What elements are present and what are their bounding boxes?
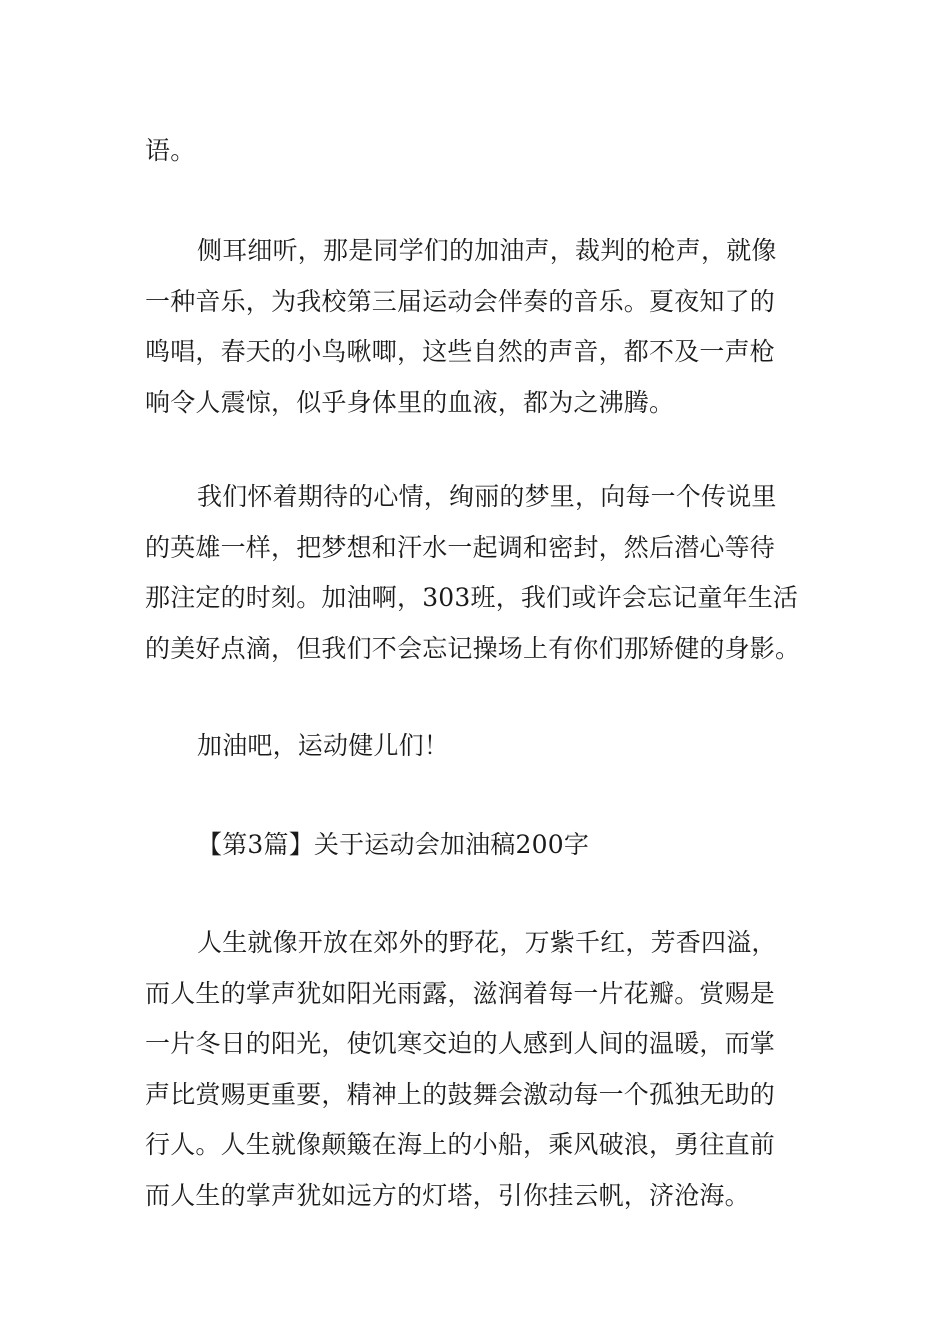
text-line: 声比赏赐更重要，精神上的鼓舞会激动每一个孤独无助的	[145, 1079, 776, 1109]
text-line: 行人。人生就像颠簸在海上的小船，乘风破浪，勇往直前	[145, 1130, 776, 1159]
paragraph-class-303	[145, 472, 807, 674]
text-line: 那注定的时刻。加油啊，303班，我们或许会忘记童年生活	[145, 583, 799, 612]
text-line: 而人生的掌声犹如远方的灯塔，引你挂云帆，济沧海。	[145, 1180, 750, 1210]
text-line: 侧耳细听，那是同学们的加油声，裁判的枪声，就像	[197, 236, 777, 265]
section-title: 【第3篇】关于运动会加油稿200字	[197, 830, 590, 859]
text-line: 一片冬日的阳光，使饥寒交迫的人感到人间的温暖，而掌	[145, 1029, 776, 1058]
text-line: 语。	[145, 136, 196, 165]
paragraph-applause	[145, 918, 807, 1221]
text-line: 人生就像开放在郊外的野花，万紫千红，芳香四溢，	[197, 928, 777, 957]
paragraph-cheer	[145, 721, 807, 772]
text-line: 的美好点滴，但我们不会忘记操场上有你们那矫健的身影。	[145, 633, 801, 663]
text-line: 而人生的掌声犹如阳光雨露，滋润着每一片花瓣。赏赐是	[145, 978, 776, 1008]
paragraph-continuation	[145, 126, 807, 177]
text-line: 一种音乐，为我校第三届运动会伴奏的音乐。夏夜知了的	[145, 286, 776, 316]
text-line: 我们怀着期待的心情，绚丽的梦里，向每一个传说里	[197, 482, 777, 511]
text-line: 的英雄一样，把梦想和汗水一起调和密封，然后潜心等待	[145, 532, 776, 562]
section-heading	[145, 820, 807, 871]
text-line: 加油吧，运动健儿们！	[197, 731, 450, 760]
paragraph-starting-gun	[145, 226, 807, 428]
text-line: 响令人震惊，似乎身体里的血液，都为之沸腾。	[145, 387, 675, 417]
text-line: 鸣唱，春天的小鸟啾唧，这些自然的声音，都不及一声枪	[145, 337, 776, 366]
